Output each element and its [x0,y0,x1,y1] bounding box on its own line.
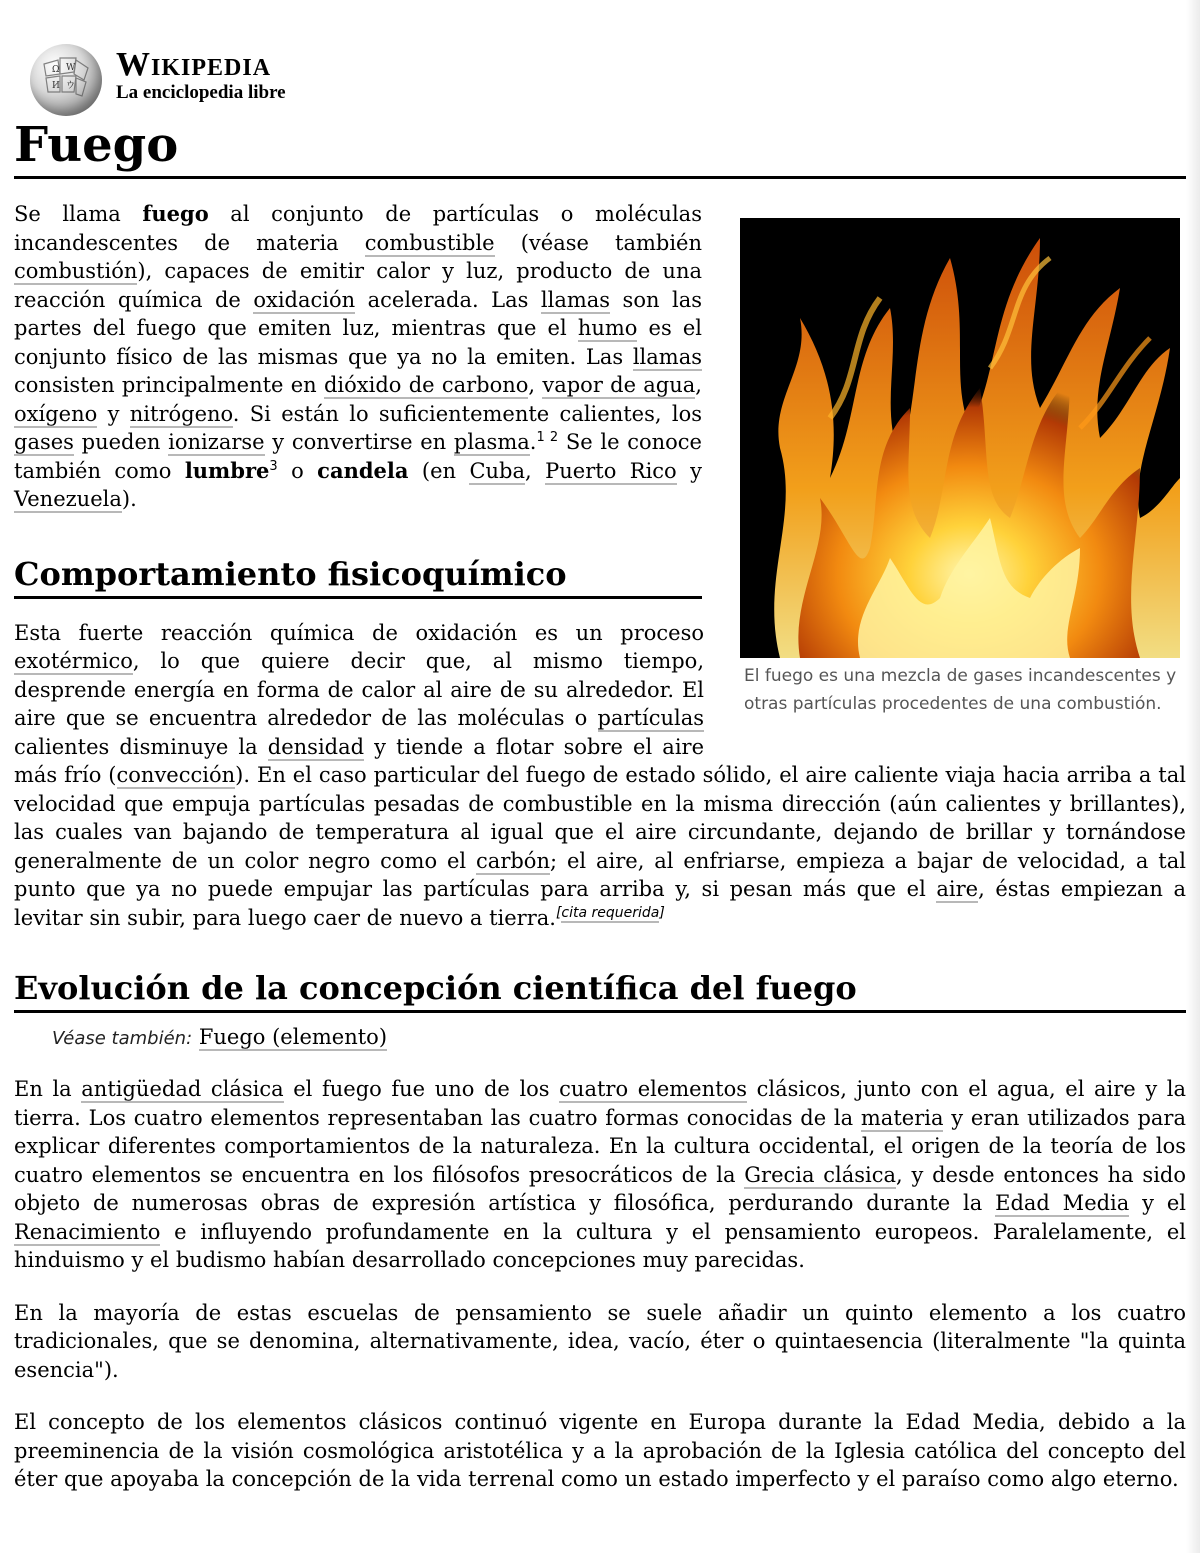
link-exotermico[interactable]: exotérmico [14,649,133,673]
link-nitrogeno[interactable]: nitrógeno [129,401,233,426]
link-renacimiento[interactable]: Renacimiento [14,1219,161,1244]
wikipedia-tagline: La enciclopedia libre [116,82,286,103]
link-vapor-de-agua[interactable]: vapor de agua [542,373,696,397]
svg-text:Ω: Ω [52,65,60,75]
link-llamas[interactable]: llamas [540,287,611,312]
section-heading-comportamiento: Comportamiento fisicoquímico [14,554,702,599]
link-carbon[interactable]: carbón [476,848,550,873]
page-title: Fuego [14,116,1186,179]
link-materia[interactable]: materia [860,1105,944,1130]
svg-text:ウ: ウ [66,81,76,91]
link-plasma[interactable]: plasma [453,430,530,454]
link-puerto-rico[interactable]: Puerto Rico [545,458,677,483]
link-antiguedad-clasica[interactable]: antigüedad clásica [81,1077,284,1101]
reference-3[interactable]: 3 [269,458,278,474]
link-gases[interactable]: gases [14,430,74,454]
section1-paragraph: Esta fuerte reacción química de oxidación es un proceso exotérmico, lo que quiere decir que, al mismo tiempo, desprende energía en forma de calor al aire de su alrededor. El aire que se encuentra alrededor de las moléculas o partículas calientes disminuye la densidad y tiende a flotar sobre el aire más frío (convección). En el caso particular del fuego de estado sólido, el aire caliente viaja hacia arriba a tal velocidad que empuja partículas pesadas de combustible en la misma dirección (aún calientes y brillantes), las cuales van bajando de temperatura al igual que el aire circundante, dejando de brillar y tornándose generalmente de un color negro como el carbón; el aire, al enfriarse, empieza a bajar de velocidad, a tal punto que ya no puede empujar las partículas para arriba y, si pesan más que el aire, éstas empiezan a levitar sin subir, para luego caer de nuevo a tierra.[cita requerida] [14,620,1186,930]
reference-1-2[interactable]: 1 2 [536,430,559,445]
link-fuego-elemento[interactable]: Fuego (elemento) [198,1025,388,1049]
link-grecia-clasica[interactable]: Grecia clásica [744,1162,897,1187]
section-heading-evolucion: Evolución de la concepción científica del fuego [14,968,1186,1013]
link-venezuela[interactable]: Venezuela [14,487,122,511]
hatnote-label: Véase también: [52,1028,193,1049]
wikipedia-masthead[interactable] [30,40,430,120]
wikipedia-wordmark: Wikipedia [116,46,272,83]
lead-paragraph: Se llama fuego al conjunto de partículas o moléculas incandescentes de materia combustible (véase también combustión), capaces de emitir calor y luz, producto de una reacción química de oxidación acelerada. Las llamas son las partes del fuego que emiten luz, mientras que el humo es el conjunto físico de las mismas que ya no la emiten. Las llamas consisten principalmente en dióxido de carbono, vapor de agua, oxígeno y nitrógeno. Si están lo suficientemente calientes, los gases pueden ionizarse y convertirse en plasma.$^{1 2}$ Se le conoce también como lumbre$^3$ o candela (en Cuba, Puerto Rico y Venezuela). [14,201,703,511]
svg-text:И: И [52,81,60,91]
link-ionizarse[interactable]: ionizarse [168,430,265,454]
wikipedia-globe-logo [30,44,102,116]
figure-spacer [704,599,1186,749]
link-cuatro-elementos[interactable]: cuatro elementos [559,1077,747,1101]
figure-caption: El fuego es una mezcla de gases incandescentes y otras partículas procedentes de una combustión. [744,666,1177,714]
section2-paragraph-1: En la antigüedad clásica el fuego fue uno de los cuatro elementos clásicos, junto con el agua, el aire y la tierra. Los cuatro elementos representaban las cuatro formas conocidas de la materia y eran utilizados para explicar diferentes comportamientos de la naturaleza. En la cultura occidental, el origen de la teoría de los cuatro elementos se encuentra en los filósofos presocráticos de la Grecia clásica, y desde entonces ha sido objeto de numerosas obras de expresión artística y filosófica, perdurando durante la Edad Media y el Renacimiento e influyendo profundamente en la cultura y el pensamiento europeos. Paralelamente, el hinduismo y el budismo habían desarrollado concepciones muy parecidas. [14,1077,1187,1272]
link-edad-media[interactable]: Edad Media [995,1191,1130,1215]
wordmark [116,48,286,104]
citation-needed[interactable]: [cita requerida] [555,904,665,921]
link-densidad[interactable]: densidad [267,734,365,759]
link-cuba[interactable]: Cuba [469,458,526,483]
section2-paragraph-3: El concepto de los elementos clásicos continuó vigente en Europa durante la Edad Media, debido a la preeminencia de la visión cosmológica aristotélica y a la aprobación de la Iglesia católica del concepto del éter que apoyaba la concepción de la vida terrenal como un estado imperfecto y el paraíso como algo eterno. [14,1410,1186,1491]
section2-paragraph-2: En la mayoría de estas escuelas de pensamiento se suele añadir un quinto elemento a los cuatro tradicionales, que se denomina, alternativamente, idea, vacío, éter o quintaesencia (literalmente "la quinta esencia"). [14,1300,1186,1382]
article-body [14,200,1186,1494]
link-oxidacion[interactable]: oxidación [253,287,356,312]
link-combustion[interactable]: combustión [14,259,138,283]
link-llamas-2[interactable]: llamas [632,344,702,369]
link-combustible[interactable]: combustible [364,230,495,255]
link-particulas[interactable]: partículas [597,706,704,730]
term-fuego: fuego [142,201,209,226]
link-humo[interactable]: humo [577,316,638,340]
hatnote [52,1023,1186,1053]
link-oxigeno[interactable]: oxígeno [14,401,98,426]
link-aire[interactable]: aire [936,877,979,901]
svg-text:W: W [66,63,76,73]
term-lumbre: lumbre [184,457,270,483]
page-edge-shadow [1186,0,1200,1553]
link-dioxido-de-carbono[interactable]: dióxido de carbono [323,373,529,397]
link-conveccion[interactable]: convección [116,763,236,787]
term-candela: candela [317,457,409,483]
